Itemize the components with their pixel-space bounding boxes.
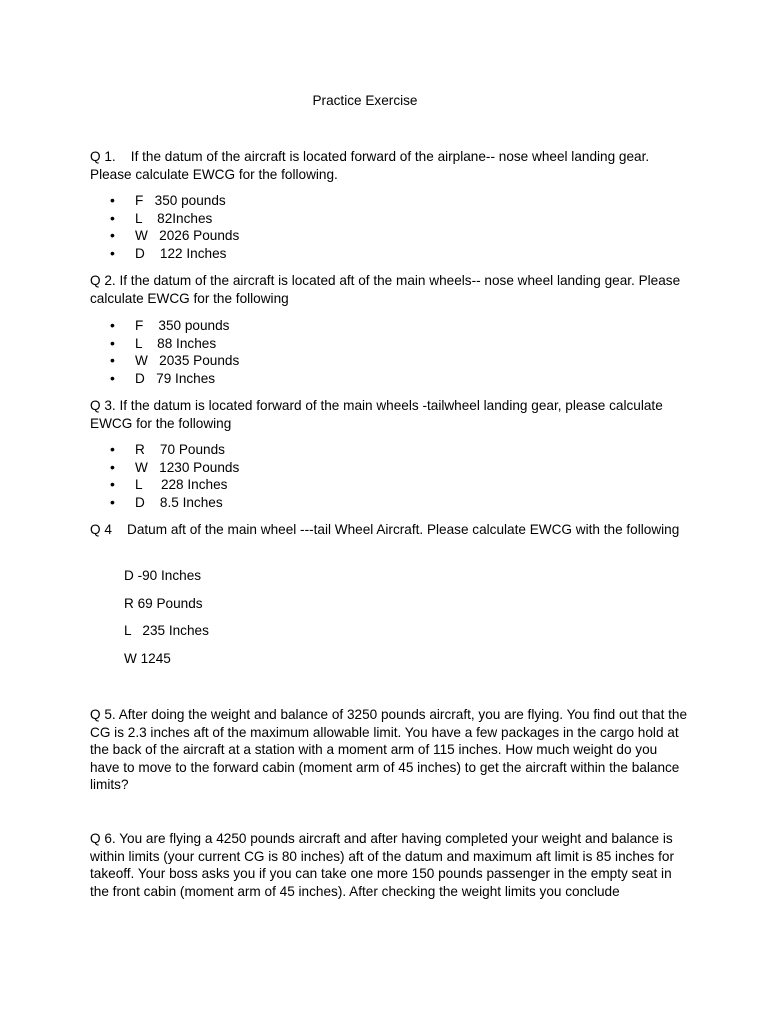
- list-item: • W 1230 Pounds: [110, 458, 240, 475]
- list-item: • W 2026 Pounds: [110, 227, 240, 244]
- question-6-text: Q 6. You are flying a 4250 pounds aircraft and after having completed your weight and balance is within limits (your current CG is 80 inches) aft of the datum and maximum aft limit is 85 inches for takeoff. Your boss asks you if you can take one more 150 pounds passenger in the empty seat in the front cabin (moment arm of 45 inches). After checking the weight limits you conclude: [90, 831, 678, 899]
- page-title: Practice Exercise: [312, 93, 418, 108]
- bullet-icon: •: [110, 209, 115, 226]
- list-item: • D 8.5 Inches: [110, 493, 223, 510]
- bullet-icon: •: [110, 244, 115, 261]
- bullet-icon: •: [110, 227, 115, 244]
- question-4-line: L 235 Inches: [124, 623, 209, 638]
- question-2-text: Q 2. If the datum of the aircraft is located aft of the main wheels-- nose wheel landing gear. Please calculate EWCG for the following: [90, 273, 684, 306]
- question-4-line: W 1245: [124, 651, 171, 666]
- bullet-icon: •: [110, 334, 115, 351]
- question-4-line: R 69 Pounds: [124, 596, 203, 611]
- list-item: • R 70 Pounds: [110, 441, 225, 457]
- list-item: • W 2035 Pounds: [110, 352, 240, 369]
- bullet-icon: •: [110, 352, 115, 369]
- list-item: • L 88 Inches: [110, 334, 217, 351]
- question-4-text: Q 4 Datum aft of the main wheel ---tail Wheel Aircraft. Please calculate EWCG with the following: [90, 522, 680, 537]
- question-3-list: [110, 441, 239, 511]
- bullet-icon: •: [110, 458, 115, 475]
- list-item: • D 122 Inches: [110, 244, 227, 261]
- bullet-icon: •: [110, 192, 115, 208]
- question-1-list: [110, 192, 239, 262]
- bullet-icon: •: [110, 441, 115, 457]
- list-item: • F 350 pounds: [110, 192, 226, 208]
- bullet-icon: •: [110, 493, 115, 510]
- question-2-list: [110, 317, 239, 387]
- bullet-icon: •: [110, 317, 115, 333]
- list-item: • D 79 Inches: [110, 369, 216, 386]
- bullet-icon: •: [110, 476, 115, 493]
- question-5-text: Q 5. After doing the weight and balance of 3250 pounds aircraft, you are flying. You find out that the CG is 2.3 inches aft of the maximum allowable limit. You have a few packages in the cargo hold at the back of the aircraft at a station with a moment arm of 115 inches. How much weight do you have to move to the forward cabin (moment arm of 45 inches) to get the aircraft within the balance limits?: [90, 707, 691, 793]
- question-3-text: Q 3. If the datum is located forward of the main wheels -tailwheel landing gear, please calculate EWCG for the following: [90, 398, 667, 431]
- list-item: • L 228 Inches: [110, 476, 228, 493]
- question-4-line: D -90 Inches: [124, 568, 202, 583]
- list-item: • F 350 pounds: [110, 317, 230, 333]
- list-item: • L 82Inches: [110, 209, 213, 226]
- question-1-text: Q 1. If the datum of the aircraft is located forward of the airplane-- nose wheel landing gear. Please calculate EWCG for the following.: [90, 149, 653, 182]
- bullet-icon: •: [110, 369, 115, 386]
